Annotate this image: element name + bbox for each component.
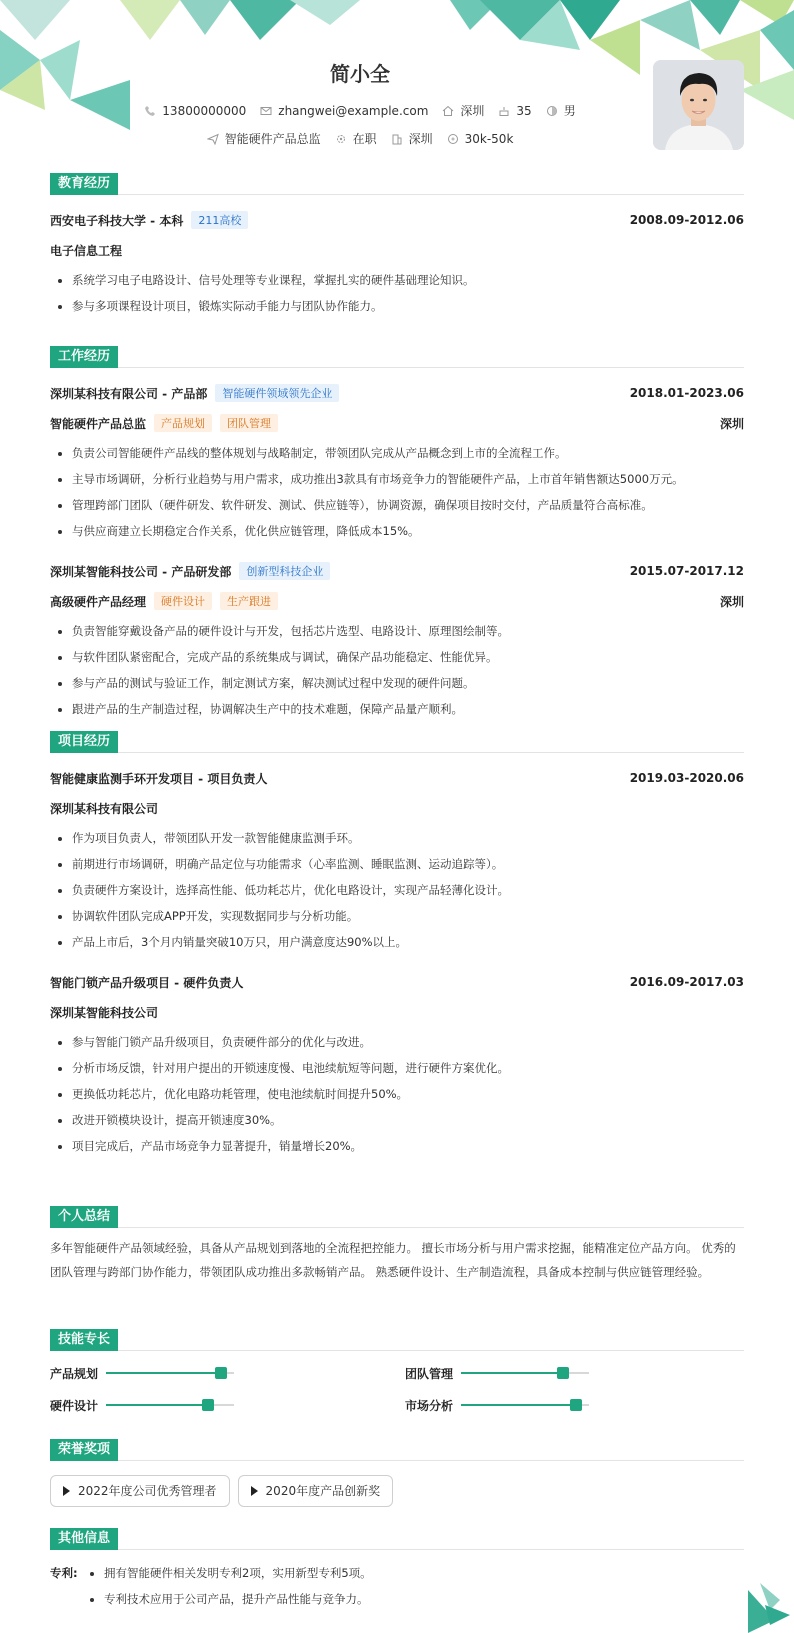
list-item: • 参与产品的测试与验证工作，制定测试方案，解决测试过程中发现的硬件问题。 [72,670,744,696]
skill-fill [461,1404,576,1406]
other-title: 其他信息 [50,1527,744,1550]
mail-icon [260,105,272,117]
skill-knob [570,1399,582,1411]
list-item: • 专利技术应用于公司产品，提升产品性能与竞争力。 [104,1586,372,1612]
skill-bar [106,1372,234,1374]
list-item: • 更换低功耗芯片，优化电路功耗管理，使电池续航时间提升50%。 [72,1081,744,1107]
company-name: 深圳某科技有限公司 - 产品部 [50,386,208,401]
list-item: • 产品上市后，3个月内销量突破10万只，用户满意度达90%以上。 [72,929,744,955]
position-name: 智能硬件产品总监 [50,416,147,431]
company-name: 深圳某智能科技公司 - 产品研发部 [50,564,232,579]
skill-item [405,1363,744,1383]
skill-item [50,1363,405,1383]
list-item: • 负责硬件方案设计，选择高性能、低功耗芯片，优化电路设计，实现产品轻薄化设计。 [72,877,744,903]
project-entry-2 [50,969,744,1159]
project-company: 深圳某科技有限公司 [50,801,159,816]
home-icon [442,105,454,117]
phone-text: 13800000000 [162,103,247,118]
city-text: 深圳 [460,104,485,118]
skill-name: 市场分析 [405,1398,454,1413]
skill-name: 产品规划 [50,1366,99,1381]
status-text: 在职 [352,132,377,146]
list-item: • 参与智能门锁产品升级项目，负责硬件部分的优化与改进。 [72,1029,744,1055]
list-item: • 拥有智能硬件相关发明专利2项，实用新型专利5项。 [104,1560,372,1586]
status-item [335,130,377,147]
skill-tag: 生产跟进 [220,592,278,610]
summary-text: 多年智能硬件产品领域经验，具备从产品规划到落地的全流程把控能力。 擅长市场分析与用户需求挖掘，能精准定位产品方向。 优秀的团队管理与跨部门协作能力，带领团队成功推出多款畅销产品。 熟悉硬件设计、生产制造流程，具备成本控制与供应链管理经验。 [50,1241,736,1279]
list-item: • 系统学习电子电路设计、信号处理等专业课程，掌握扎实的硬件基础理论知识。 [72,267,744,293]
work-entry-1 [50,380,744,544]
major: 电子信息工程 [50,243,123,258]
skill-item [50,1395,405,1415]
work-section [50,345,744,722]
list-item: • 前期进行市场调研，明确产品定位与功能需求（心率监测、睡眠监测、运动追踪等）。 [72,851,744,877]
resume-header [0,0,794,170]
education-date: 2008.09-2012.06 [629,213,744,227]
email-item [260,102,428,119]
project-section [50,730,744,1159]
gender-icon [546,105,558,117]
education-bullets [50,267,744,319]
email-text: zhangwei@example.com [278,103,429,118]
project-date: 2019.03-2020.06 [629,771,744,785]
skill-tag: 团队管理 [220,414,278,432]
school-tag: 211高校 [191,211,248,229]
phone-item [144,102,246,119]
job-row [0,130,720,147]
send-icon [207,133,219,145]
project-entry-1 [50,765,744,955]
coin-icon [447,133,459,145]
age-text: 35 [516,103,532,118]
skill-knob [557,1367,569,1379]
school-name: 西安电子科技大学 - 本科 [50,213,184,228]
gender-text: 男 [563,104,576,118]
skill-bar [106,1404,234,1406]
list-item: • 负责智能穿戴设备产品的硬件设计与开发，包括芯片选型、电路设计、原理图绘制等。 [72,618,744,644]
skills-section [50,1328,744,1415]
building-icon [391,133,403,145]
education-title: 教育经历 [50,172,744,195]
work-date: 2018.01-2023.06 [629,386,744,400]
summary-section [50,1205,744,1284]
target-city-item [391,130,433,147]
position-name: 高级硬件产品经理 [50,594,147,609]
list-item: • 改进开锁模块设计，提高开锁速度30%。 [72,1107,744,1133]
company-tag: 创新型科技企业 [239,562,330,580]
list-item: • 参与多项课程设计项目，锻炼实际动手能力与团队协作能力。 [72,293,744,319]
education-entry-head [50,207,744,233]
project-company: 深圳某智能科技公司 [50,1005,159,1020]
work-title: 工作经历 [50,345,744,368]
job-title-item [207,130,321,147]
work-city: 深圳 [719,416,744,431]
company-tag: 智能硬件领域领先企业 [215,384,339,402]
skill-tag: 硬件设计 [154,592,212,610]
skills-title: 技能专长 [50,1328,744,1351]
salary-text: 30k-50k [464,131,514,146]
list-item: • 作为项目负责人，带领团队开发一款智能健康监测手环。 [72,825,744,851]
list-item: • 分析市场反馈，针对用户提出的开锁速度慢、电池续航短等问题，进行硬件方案优化。 [72,1055,744,1081]
patent-label: 专利: [50,1566,78,1580]
awards-title: 荣誉奖项 [50,1438,744,1461]
skills-grid [50,1363,744,1415]
skill-knob [215,1367,227,1379]
project-name: 智能健康监测手环开发项目 - 项目负责人 [50,771,268,786]
cake-icon [498,105,510,117]
work-city: 深圳 [719,594,744,609]
salary-item [447,130,514,147]
award-item: 2020年度产品创新奖 [238,1475,394,1507]
skill-bar [461,1404,589,1406]
candidate-name: 简小全 [330,62,390,86]
project-date: 2016.09-2017.03 [629,975,744,989]
skill-bar [461,1372,589,1374]
skill-fill [106,1404,208,1406]
work-date: 2015.07-2017.12 [629,564,744,578]
skill-tag: 产品规划 [154,414,212,432]
other-section [50,1527,744,1612]
list-item: • 与供应商建立长期稳定合作关系，优化供应链管理，降低成本15%。 [72,518,744,544]
skill-knob [202,1399,214,1411]
play-icon [251,1486,258,1496]
contact-row [0,102,720,119]
list-item: • 协调软件团队完成APP开发，实现数据同步与分析功能。 [72,903,744,929]
list-item: • 与软件团队紧密配合，完成产品的系统集成与调试，确保产品功能稳定、性能优异。 [72,644,744,670]
age-item [498,102,531,119]
list-item: • 跟进产品的生产制造过程，协调解决生产中的技术难题，保障产品量产顺利。 [72,696,744,722]
phone-icon [144,105,156,117]
play-icon [63,1486,70,1496]
gender-item [546,102,576,119]
skill-name: 硬件设计 [50,1398,99,1413]
avatar-illustration [653,60,744,150]
project-name: 智能门锁产品升级项目 - 硬件负责人 [50,975,244,990]
list-item: • 负责公司智能硬件产品线的整体规划与战略制定，带领团队完成从产品概念到上市的全流程工作。 [72,440,744,466]
city-item [442,102,484,119]
job-title-text: 智能硬件产品总监 [224,132,321,146]
skill-name: 团队管理 [405,1366,454,1381]
skill-item [405,1395,744,1415]
summary-title: 个人总结 [50,1205,744,1228]
target-city-text: 深圳 [408,132,433,146]
avatar [653,60,744,150]
settings-icon [335,133,347,145]
skill-fill [461,1372,563,1374]
work-entry-2 [50,558,744,722]
list-item: • 管理跨部门团队（硬件研发、软件研发、测试、供应链等），协调资源，确保项目按时交付，产品质量符合高标准。 [72,492,744,518]
project-title: 项目经历 [50,730,744,753]
education-section [50,172,744,319]
awards-section [50,1438,744,1507]
award-item: 2022年度公司优秀管理者 [50,1475,230,1507]
list-item: • 项目完成后，产品市场竞争力显著提升，销量增长20%。 [72,1133,744,1159]
skill-fill [106,1372,221,1374]
list-item: • 主导市场调研，分析行业趋势与用户需求，成功推出3款具有市场竞争力的智能硬件产品，上市首年销售额达5000万元。 [72,466,744,492]
